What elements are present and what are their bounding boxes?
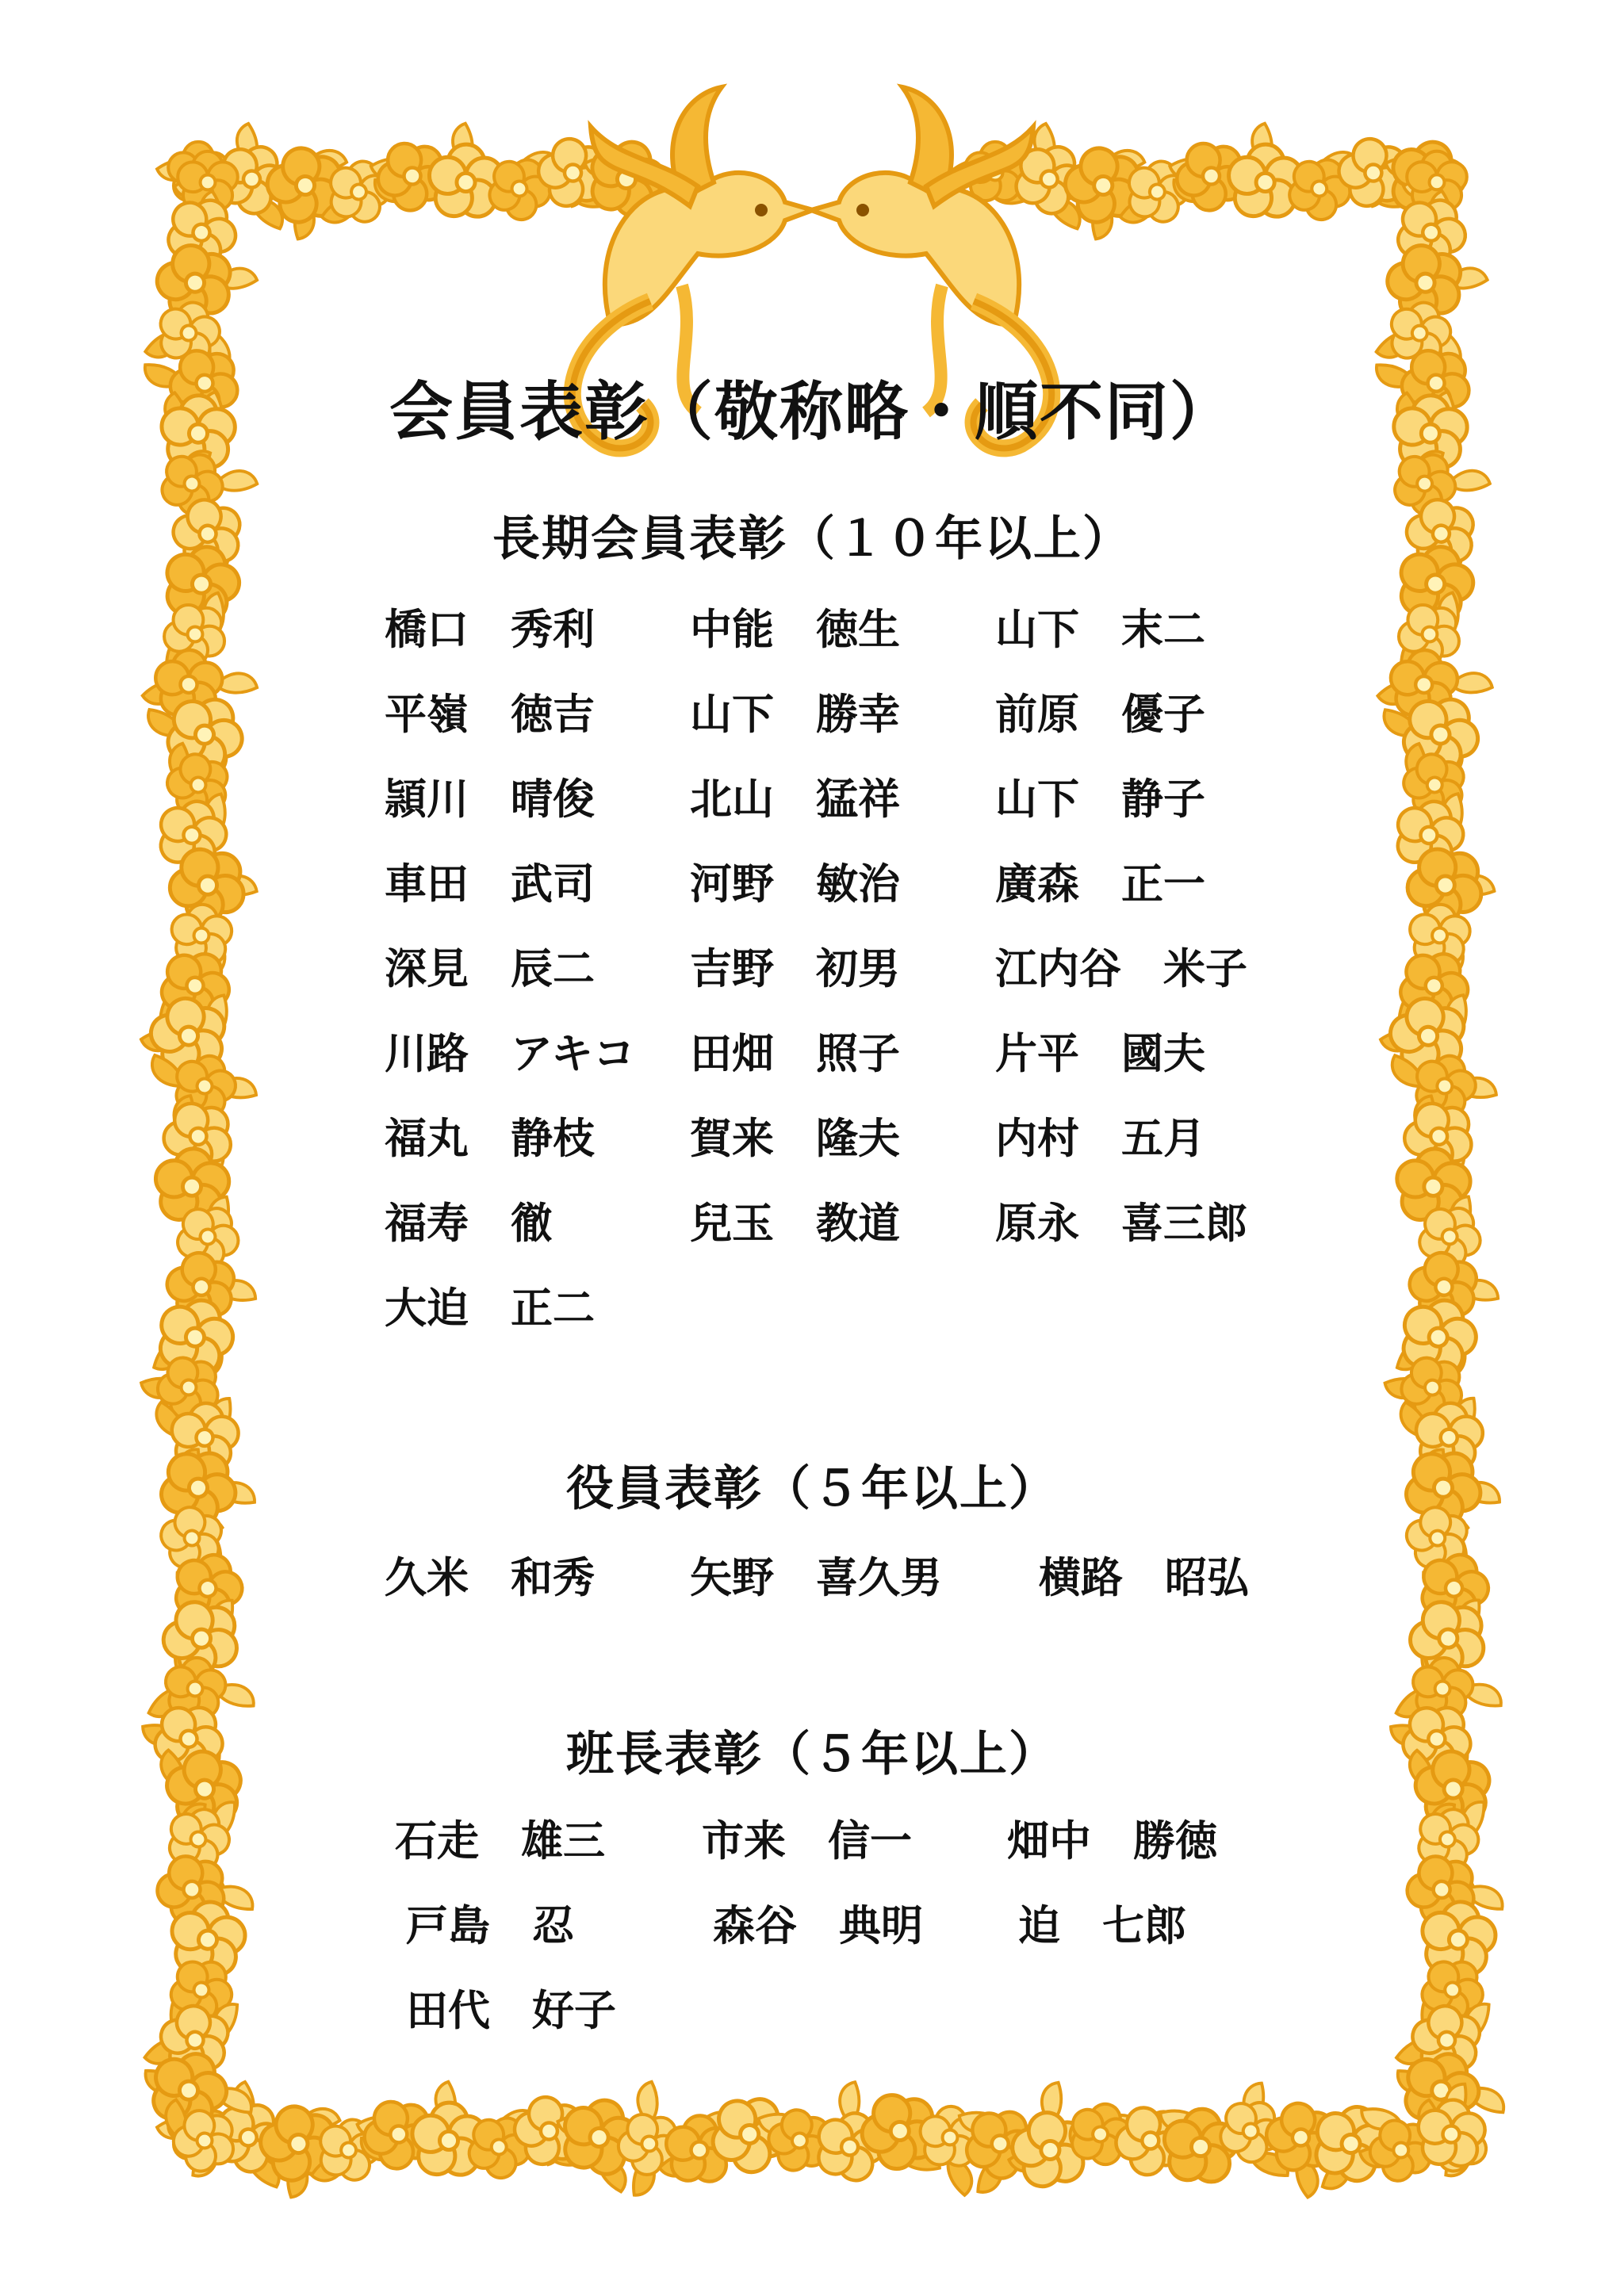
member-name: 江内谷 米子 [995,944,1247,993]
member-name: 前原 優子 [995,690,1205,739]
member-name: 横路 昭弘 [1039,1553,1249,1602]
name-row [0,1020,1624,1084]
member-name: 原永 喜三郎 [995,1199,1247,1248]
name-row [0,936,1624,999]
member-name: 中能 徳生 [690,605,900,654]
member-name: 廣森 正一 [995,859,1205,909]
member-name: 内村 五月 [995,1114,1205,1163]
name-row [0,1892,1624,1956]
name-row [0,681,1624,744]
member-name: 川路 アキコ [385,1029,635,1078]
member-name: 片平 國夫 [995,1029,1205,1078]
member-name: 戸島 忍 [406,1901,574,1950]
member-name: 畑中 勝徳 [1007,1816,1217,1866]
section-title: 役員表彰（５年以上） [566,1461,1058,1517]
member-name: 福寿 徹 [385,1199,553,1248]
member-name: 石走 雄三 [395,1816,605,1866]
member-name: 頴川 晴俊 [385,775,595,824]
member-name: 山下 勝幸 [690,690,900,739]
section-title: 班長表彰（５年以上） [566,1727,1058,1782]
name-row [0,1275,1624,1338]
member-name: 迫 七郎 [1018,1901,1186,1950]
member-name: 賀来 隆夫 [690,1114,900,1163]
member-name: 福丸 静枝 [385,1114,595,1163]
member-name: 河野 敏治 [690,859,900,909]
member-name: 田代 好子 [406,1986,616,2035]
name-row [0,1808,1624,1871]
name-row [0,1977,1624,2041]
member-name: 市来 信一 [702,1816,912,1866]
member-name: 兒玉 教道 [690,1199,900,1248]
member-name: 平嶺 徳吉 [385,690,595,739]
name-row [0,1105,1624,1169]
member-name: 北山 猛祥 [690,775,900,824]
member-name: 久米 和秀 [385,1553,595,1602]
name-row [0,1190,1624,1253]
name-row [0,1544,1624,1608]
member-name: 矢野 喜久男 [690,1553,942,1602]
name-row [0,596,1624,660]
member-name: 車田 武司 [385,859,595,909]
member-name: 橋口 秀利 [385,605,595,654]
section-title: 長期会員表彰（１０年以上） [492,511,1132,567]
member-name: 田畑 照子 [690,1029,900,1078]
member-name: 吉野 初男 [690,944,900,993]
page-title: 会員表彰（敬称略・順不同） [389,374,1235,449]
member-name: 森谷 典明 [713,1901,923,1950]
member-name: 山下 末二 [995,605,1205,654]
name-row [0,766,1624,829]
member-name: 深見 辰二 [385,944,595,993]
name-row [0,851,1624,914]
member-name: 大迫 正二 [385,1284,595,1333]
member-name: 山下 静子 [995,775,1205,824]
